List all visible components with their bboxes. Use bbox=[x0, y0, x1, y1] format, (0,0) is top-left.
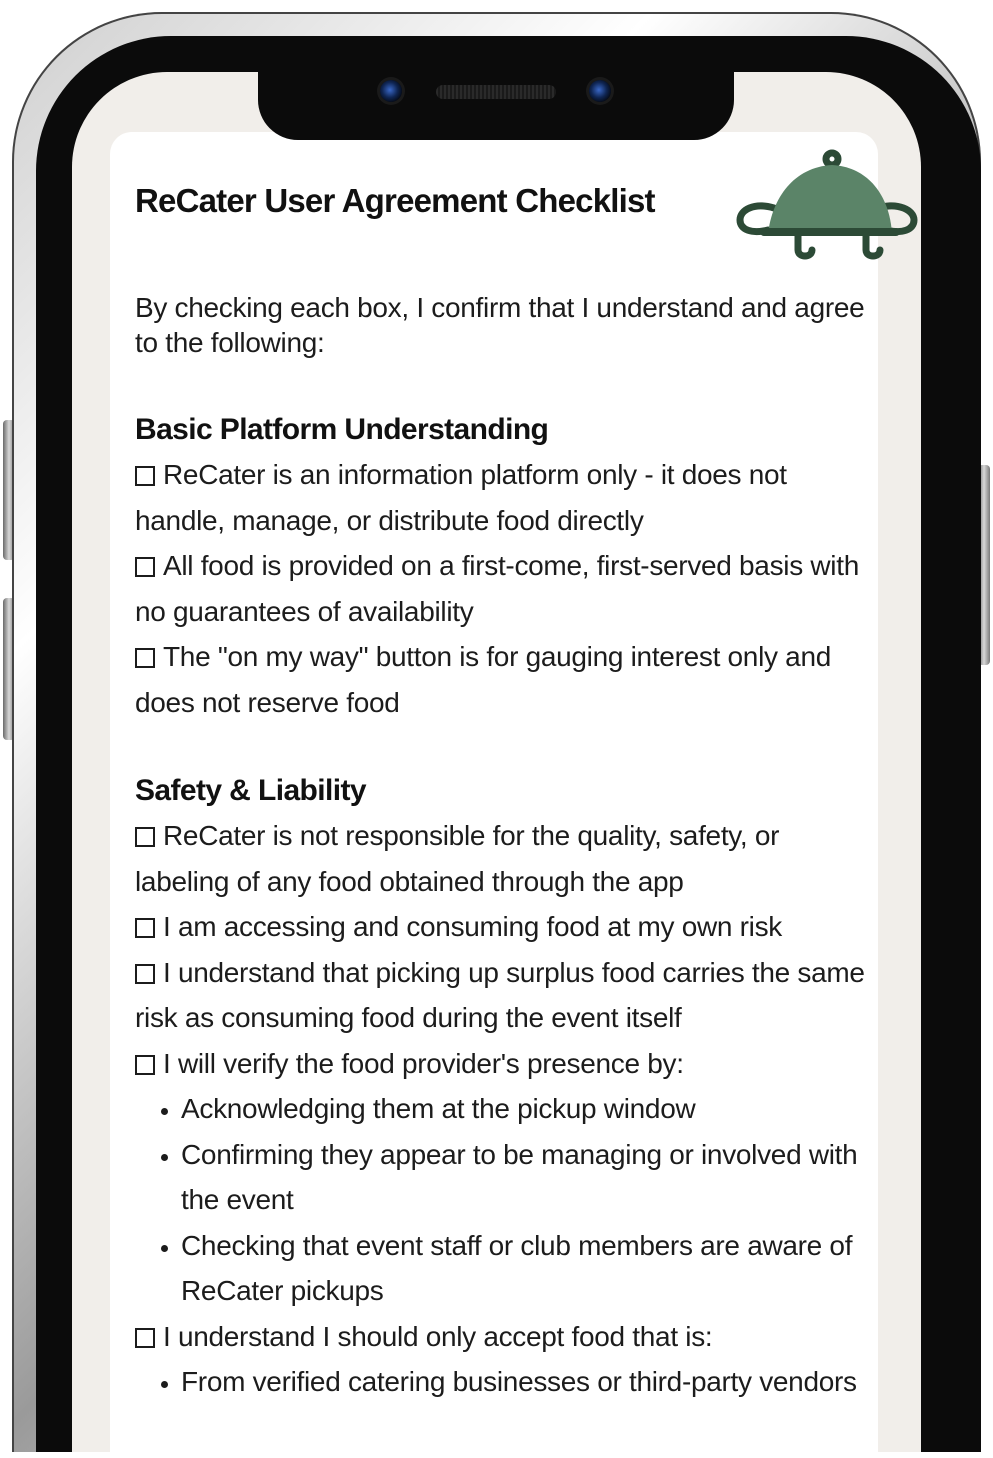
section-heading-safety: Safety & Liability bbox=[135, 774, 366, 807]
sensor-icon bbox=[589, 80, 611, 102]
acceptable-food-sublist bbox=[135, 1359, 870, 1405]
intro-text: By checking each box, I confirm that I understand and agree to the following: bbox=[135, 292, 865, 358]
checkbox-icon[interactable] bbox=[135, 466, 155, 486]
checkbox-icon[interactable] bbox=[135, 1055, 155, 1075]
checkbox-icon[interactable] bbox=[135, 557, 155, 577]
checkbox-icon[interactable] bbox=[135, 918, 155, 938]
checklist-item[interactable]: All food is provided on a first-come, first-served basis with no guarantees of availability bbox=[135, 550, 859, 627]
checklist-item[interactable]: I am accessing and consuming food at my own risk bbox=[135, 904, 870, 950]
verification-sublist bbox=[135, 1086, 870, 1314]
phone-notch bbox=[258, 62, 734, 140]
sub-list-item: • From verified catering businesses or third-party vendors bbox=[181, 1359, 870, 1405]
checklist-item[interactable]: The "on my way" button is for gauging interest only and does not reserve food bbox=[135, 641, 831, 718]
serving-cloche-icon bbox=[732, 148, 922, 268]
sub-list-item: • Confirming they appear to be managing or involved with the event bbox=[181, 1132, 870, 1223]
checkbox-icon[interactable] bbox=[135, 1328, 155, 1348]
agreement-content bbox=[135, 290, 870, 1405]
checklist-item[interactable]: ReCater is not responsible for the quality, safety, or labeling of any food obtained through the app bbox=[135, 820, 780, 897]
checklist-safety bbox=[135, 813, 870, 1405]
checklist-item[interactable]: ReCater is an information platform only - it does not handle, manage, or distribute food directly bbox=[135, 459, 787, 536]
page-title: ReCater User Agreement Checklist bbox=[135, 182, 655, 219]
bottom-edge bbox=[0, 1452, 993, 1458]
checklist-item[interactable]: I will verify the food provider's presence by: • Acknowledging them at the pickup window • Confirming they appear to be managing or involved with the event • Checking that event staff or club members are aware of ReCater pickups bbox=[135, 1041, 870, 1314]
camera-icon bbox=[380, 80, 402, 102]
checkbox-icon[interactable] bbox=[135, 648, 155, 668]
checklist-item[interactable]: I understand that picking up surplus food carries the same risk as consuming food during the event itself bbox=[135, 956, 865, 1033]
speaker-grille bbox=[436, 85, 556, 99]
section-heading-basic: Basic Platform Understanding bbox=[135, 413, 549, 446]
checkbox-icon[interactable] bbox=[135, 964, 155, 984]
checkbox-icon[interactable] bbox=[135, 827, 155, 847]
sub-list-item: • Checking that event staff or club members are aware of ReCater pickups bbox=[181, 1223, 870, 1314]
checklist-item[interactable]: I understand I should only accept food that is: • From verified catering businesses or third-party vendors bbox=[135, 1314, 870, 1405]
checklist-basic bbox=[135, 452, 870, 725]
sub-list-item: • Acknowledging them at the pickup window bbox=[181, 1086, 870, 1132]
